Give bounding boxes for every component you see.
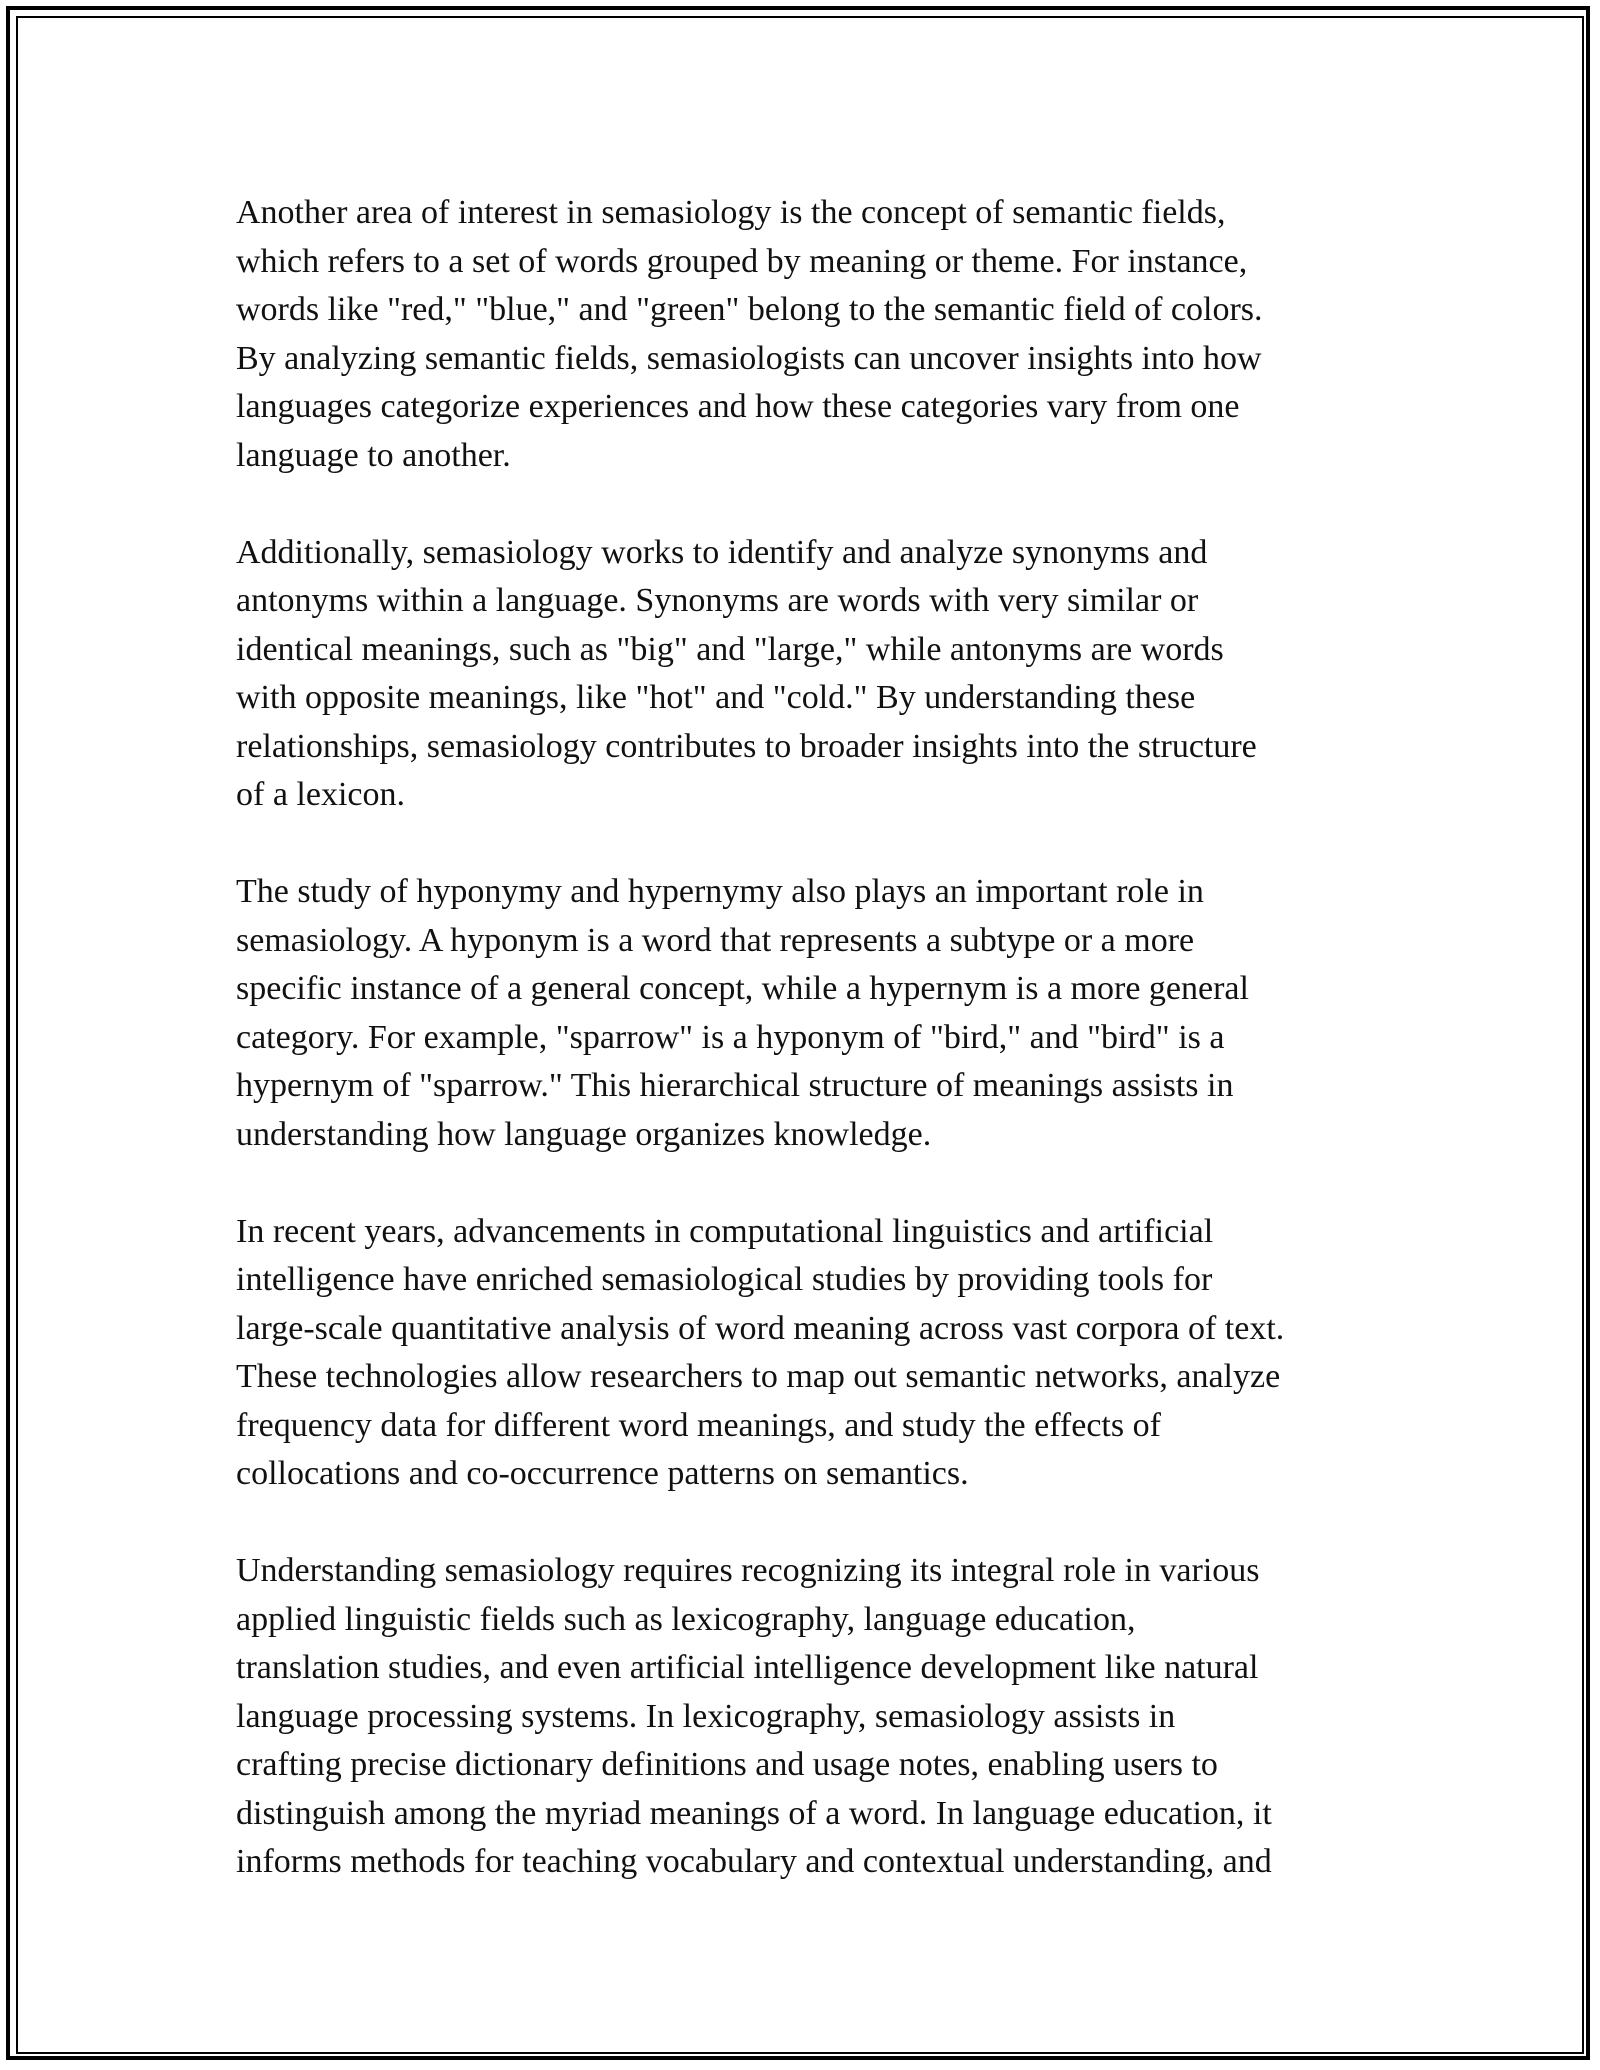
paragraph-hyponymy [236, 868, 1376, 1159]
text-line: applied linguistic fields such as lexicography, language education, [236, 1600, 1136, 1638]
document-body [236, 189, 1376, 1935]
text-line: Additionally, semasiology works to identify and analyze synonyms and [236, 533, 1208, 571]
text-line: of a lexicon. [236, 776, 405, 813]
paragraph-synonyms-antonyms [236, 529, 1376, 820]
paragraph-applied-fields [236, 1547, 1376, 1887]
text-line: language to another. [236, 436, 511, 474]
text-line: crafting precise dictionary definitions and usage notes, enabling users to [236, 1746, 1218, 1783]
text-line: These technologies allow researchers to map out semantic networks, analyze [236, 1358, 1281, 1395]
text-line: In recent years, advancements in computational linguistics and artificial [236, 1212, 1214, 1250]
text-line: identical meanings, such as "big" and "large," while antonyms are words [236, 630, 1224, 668]
text-line: By analyzing semantic fields, semasiologists can uncover insights into how [236, 339, 1262, 377]
text-line: specific instance of a general concept, while a hypernym is a more general [236, 970, 1249, 1007]
paragraph-semantic-fields [236, 189, 1376, 480]
text-line: Understanding semasiology requires recognizing its integral role in various [236, 1552, 1260, 1589]
text-line: frequency data for different word meanings, and study the effects of [236, 1406, 1161, 1444]
text-line: semasiology. A hyponym is a word that represents a subtype or a more [236, 921, 1195, 959]
text-line: with opposite meanings, like "hot" and "cold." By understanding these [236, 679, 1196, 716]
text-line: understanding how language organizes knowledge. [236, 1115, 932, 1153]
text-line: large-scale quantitative analysis of word meaning across vast corpora of text. [236, 1309, 1285, 1347]
text-line: category. For example, "sparrow" is a hyponym of "bird," and "bird" is a [236, 1018, 1225, 1056]
text-line: antonyms within a language. Synonyms are words with very similar or [236, 582, 1199, 619]
paragraph-computational [236, 1208, 1376, 1499]
text-line: translation studies, and even artificial intelligence development like natural [236, 1649, 1259, 1686]
text-line: language processing systems. In lexicography, semasiology assists in [236, 1697, 1176, 1735]
text-line: distinguish among the myriad meanings of a word. In language education, it [236, 1794, 1272, 1832]
text-line: words like "red," "blue," and "green" belong to the semantic field of colors. [236, 291, 1263, 328]
text-line: collocations and co-occurrence patterns on semantics. [236, 1455, 969, 1492]
text-line: hypernym of "sparrow." This hierarchical structure of meanings assists in [236, 1067, 1234, 1104]
text-line: intelligence have enriched semasiological studies by providing tools for [236, 1261, 1213, 1298]
text-line: informs methods for teaching vocabulary and contextual understanding, and [236, 1843, 1272, 1880]
text-line: Another area of interest in semasiology is the concept of semantic fields, [236, 194, 1226, 231]
text-line: relationships, semasiology contributes to broader insights into the structure [236, 727, 1257, 765]
text-line: which refers to a set of words grouped by meaning or theme. For instance, [236, 242, 1248, 280]
text-line: The study of hyponymy and hypernymy also plays an important role in [236, 873, 1204, 910]
text-line: languages categorize experiences and how these categories vary from one [236, 388, 1240, 425]
